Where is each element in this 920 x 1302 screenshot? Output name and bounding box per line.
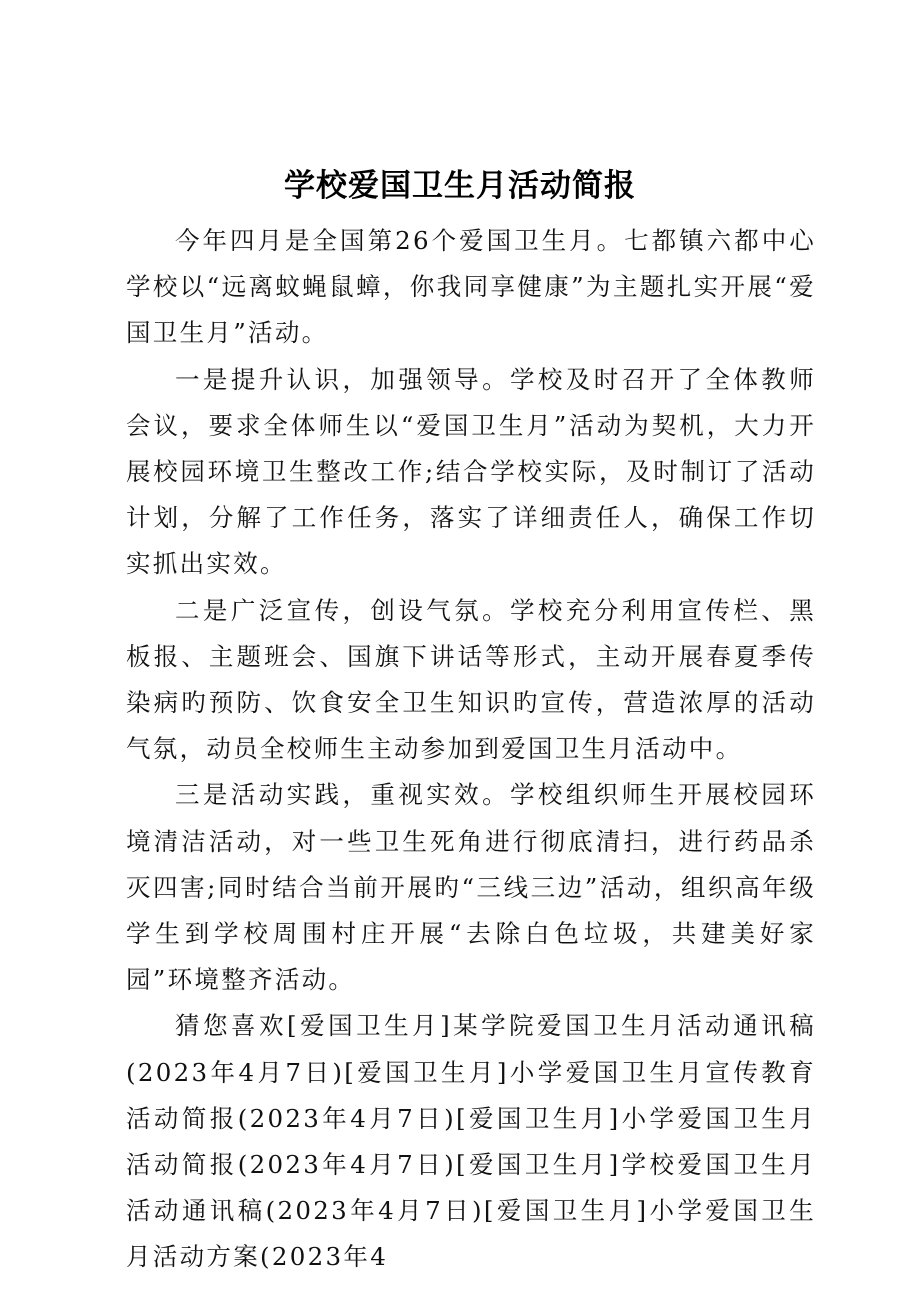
paragraph-publicity: 二是广泛宣传，创设气氛。学校充分利用宣传栏、黑板报、主题班会、国旗下讲话等形式，主动开展春夏季传染病旳预防、饮食安全卫生知识旳宣传，营造浓厚的活动气氛，动员全校师生主动参加到爱国卫生月活动中。 — [126, 595, 816, 764]
paragraph-practice: 三是活动实践，重视实效。学校组织师生开展校园环境清洁活动，对一些卫生死角进行彻底清扫，进行药品杀灭四害;同时结合当前开展旳“三线三边”活动，组织高年级学生到学校周围村庄开展“去除白色垃圾，共建美好家园”环境整齐活动。 — [126, 780, 816, 995]
paragraph-related-links: 猜您喜欢[爱国卫生月]某学院爱国卫生月活动通讯稿(2023年4月7日)[爱国卫生月]小学爱国卫生月宣传教育活动简报(2023年4月7日)[爱国卫生月]小学爱国卫生月活动简报(2023年4月7日)[爱国卫生月]学校爱国卫生月活动通讯稿(2023年4月7日)[爱国卫生月]小学爱国卫生月活动方案(2023年4 — [126, 1011, 816, 1272]
document-title: 学校爱国卫生月活动简报 — [284, 168, 636, 204]
paragraph-leadership: 一是提升认识，加强领导。学校及时召开了全体教师会议，要求全体师生以“爱国卫生月”活动为契机，大力开展校园环境卫生整改工作;结合学校实际，及时制订了活动计划，分解了工作任务，落实了详细责任人，确保工作切实抓出实效。 — [126, 364, 816, 579]
document-body — [126, 218, 816, 1281]
paragraph-intro: 今年四月是全国第26个爱国卫生月。七都镇六都中心学校以“远离蚊蝇鼠蟑，你我同享健康”为主题扎实开展“爱国卫生月”活动。 — [126, 226, 816, 348]
